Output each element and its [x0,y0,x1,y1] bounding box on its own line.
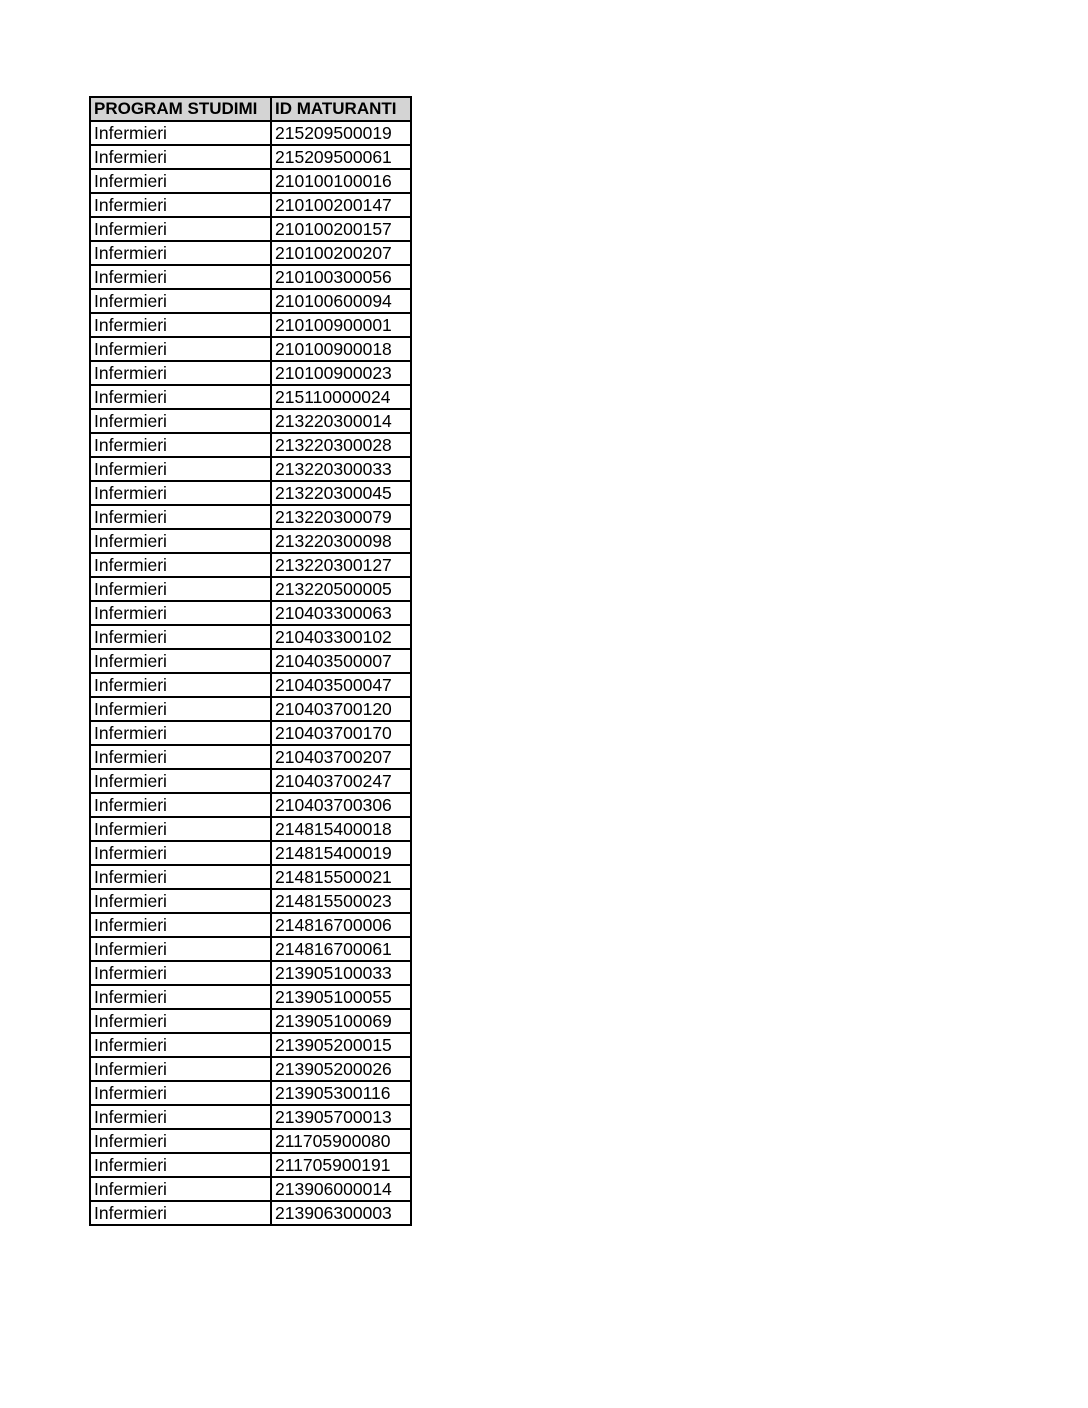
table-row [90,361,411,385]
program-studimi-cell: Infermieri [90,1201,271,1225]
program-studimi-cell: Infermieri [90,697,271,721]
program-studimi-cell: Infermieri [90,337,271,361]
table-row [90,553,411,577]
program-studimi-cell: Infermieri [90,1081,271,1105]
table-row [90,793,411,817]
id-maturanti-cell: 210403700207 [271,745,411,769]
id-maturanti-cell: 215110000024 [271,385,411,409]
program-studimi-cell: Infermieri [90,1105,271,1129]
id-maturanti-cell: 213220300079 [271,505,411,529]
table-row [90,505,411,529]
id-maturanti-cell: 213905100055 [271,985,411,1009]
id-maturanti-cell: 213906300003 [271,1201,411,1225]
id-maturanti-cell: 214815400018 [271,817,411,841]
table-row [90,313,411,337]
table-row [90,169,411,193]
header-row [90,97,411,121]
program-studimi-cell: Infermieri [90,289,271,313]
program-studimi-cell: Infermieri [90,121,271,145]
table-row [90,697,411,721]
id-maturanti-cell: 210100900023 [271,361,411,385]
table-row [90,529,411,553]
table-row [90,145,411,169]
id-maturanti-cell: 213220300028 [271,433,411,457]
id-maturanti-cell: 210100900018 [271,337,411,361]
table-row [90,385,411,409]
id-maturanti-cell: 213905700013 [271,1105,411,1129]
program-studimi-cell: Infermieri [90,889,271,913]
id-maturanti-cell: 213905200015 [271,1033,411,1057]
header-id-maturanti: ID MATURANTI [271,97,411,121]
program-studimi-cell: Infermieri [90,793,271,817]
table-row [90,673,411,697]
table-row [90,721,411,745]
program-studimi-cell: Infermieri [90,1177,271,1201]
id-maturanti-cell: 213220300045 [271,481,411,505]
id-maturanti-cell: 210100600094 [271,289,411,313]
table-row [90,889,411,913]
id-maturanti-cell: 213906000014 [271,1177,411,1201]
program-studimi-cell: Infermieri [90,553,271,577]
id-maturanti-cell: 214816700061 [271,937,411,961]
table-row [90,865,411,889]
id-maturanti-cell: 210100200157 [271,217,411,241]
program-studimi-cell: Infermieri [90,1033,271,1057]
header-program-studimi: PROGRAM STUDIMI [90,97,271,121]
id-maturanti-cell: 213220300033 [271,457,411,481]
program-studimi-cell: Infermieri [90,841,271,865]
id-maturanti-cell: 210100900001 [271,313,411,337]
table-row [90,1009,411,1033]
program-studimi-cell: Infermieri [90,169,271,193]
program-studimi-cell: Infermieri [90,505,271,529]
id-maturanti-cell: 210403500047 [271,673,411,697]
program-studimi-cell: Infermieri [90,457,271,481]
table-row [90,1129,411,1153]
id-maturanti-cell: 213905200026 [271,1057,411,1081]
id-maturanti-cell: 210100100016 [271,169,411,193]
table-row [90,1177,411,1201]
table-row [90,913,411,937]
table-row [90,289,411,313]
id-maturanti-cell: 213220300127 [271,553,411,577]
program-studimi-cell: Infermieri [90,145,271,169]
id-maturanti-cell: 214815400019 [271,841,411,865]
table-row [90,433,411,457]
program-studimi-cell: Infermieri [90,481,271,505]
table-row [90,1153,411,1177]
program-studimi-cell: Infermieri [90,625,271,649]
table-row [90,649,411,673]
program-studimi-cell: Infermieri [90,769,271,793]
table-row [90,985,411,1009]
id-maturanti-cell: 210403700247 [271,769,411,793]
program-studimi-cell: Infermieri [90,241,271,265]
program-studimi-cell: Infermieri [90,673,271,697]
table-row [90,457,411,481]
program-studimi-cell: Infermieri [90,529,271,553]
table-row [90,577,411,601]
program-studimi-cell: Infermieri [90,937,271,961]
id-maturanti-cell: 214816700006 [271,913,411,937]
program-studimi-cell: Infermieri [90,985,271,1009]
table-row [90,601,411,625]
program-studimi-cell: Infermieri [90,745,271,769]
id-maturanti-cell: 210403300063 [271,601,411,625]
id-maturanti-cell: 211705900191 [271,1153,411,1177]
table-row [90,745,411,769]
table-row [90,937,411,961]
program-studimi-cell: Infermieri [90,817,271,841]
id-maturanti-cell: 213905300116 [271,1081,411,1105]
id-maturanti-cell: 211705900080 [271,1129,411,1153]
table-row [90,193,411,217]
program-studimi-cell: Infermieri [90,265,271,289]
program-studimi-cell: Infermieri [90,1153,271,1177]
program-studimi-cell: Infermieri [90,577,271,601]
program-studimi-cell: Infermieri [90,601,271,625]
table-row [90,217,411,241]
id-maturanti-cell: 213905100069 [271,1009,411,1033]
program-studimi-cell: Infermieri [90,409,271,433]
table-row [90,265,411,289]
id-maturanti-cell: 214815500021 [271,865,411,889]
id-maturanti-cell: 213220300014 [271,409,411,433]
program-studimi-cell: Infermieri [90,385,271,409]
id-maturanti-cell: 210100300056 [271,265,411,289]
id-maturanti-cell: 210403500007 [271,649,411,673]
table-row [90,625,411,649]
table-row [90,961,411,985]
students-table [89,96,412,1226]
id-maturanti-cell: 210403700306 [271,793,411,817]
program-studimi-cell: Infermieri [90,721,271,745]
id-maturanti-cell: 215209500019 [271,121,411,145]
table-row [90,337,411,361]
id-maturanti-cell: 213905100033 [271,961,411,985]
table-row [90,1057,411,1081]
program-studimi-cell: Infermieri [90,1129,271,1153]
table-row [90,121,411,145]
table-row [90,841,411,865]
program-studimi-cell: Infermieri [90,193,271,217]
program-studimi-cell: Infermieri [90,961,271,985]
program-studimi-cell: Infermieri [90,1057,271,1081]
id-maturanti-cell: 213220500005 [271,577,411,601]
program-studimi-cell: Infermieri [90,649,271,673]
table-body [90,121,411,1225]
id-maturanti-cell: 210403700120 [271,697,411,721]
table-row [90,1201,411,1225]
id-maturanti-cell: 210403300102 [271,625,411,649]
table-row [90,1081,411,1105]
program-studimi-cell: Infermieri [90,865,271,889]
table-row [90,817,411,841]
table-row [90,409,411,433]
program-studimi-cell: Infermieri [90,361,271,385]
id-maturanti-cell: 210100200207 [271,241,411,265]
table-row [90,1033,411,1057]
id-maturanti-cell: 215209500061 [271,145,411,169]
id-maturanti-cell: 210100200147 [271,193,411,217]
table-row [90,241,411,265]
id-maturanti-cell: 210403700170 [271,721,411,745]
program-studimi-cell: Infermieri [90,1009,271,1033]
table-row [90,769,411,793]
program-studimi-cell: Infermieri [90,433,271,457]
id-maturanti-cell: 214815500023 [271,889,411,913]
program-studimi-cell: Infermieri [90,313,271,337]
table-row [90,481,411,505]
id-maturanti-cell: 213220300098 [271,529,411,553]
program-studimi-cell: Infermieri [90,217,271,241]
table-row [90,1105,411,1129]
program-studimi-cell: Infermieri [90,913,271,937]
